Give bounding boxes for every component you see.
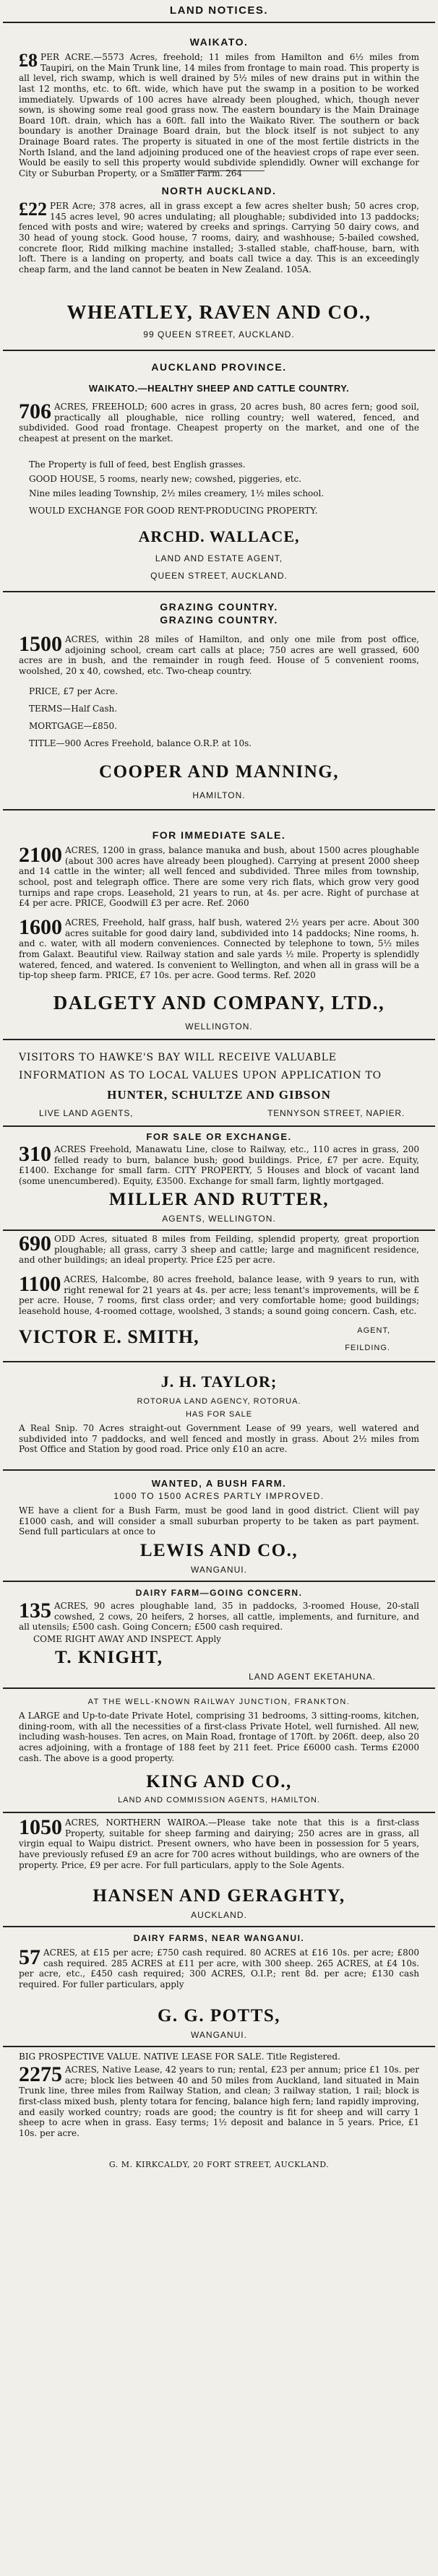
- hunter-schultze-details: [19, 1108, 419, 1118]
- north-auckland-ad: [19, 201, 419, 275]
- kirkcaldy-agent: G. M. KIRKCALDY, 20 FORT STREET, AUCKLAND.: [108, 2160, 330, 2169]
- hunter-schultze-agent: HUNTER, SCHULTZE AND GIBSON: [107, 1088, 331, 1102]
- dairy-heading: DAIRY FARM—GOING CONCERN.: [135, 1588, 303, 1598]
- wheatley-raven-address: 99 QUEEN STREET, AUCKLAND.: [143, 329, 295, 340]
- sale-exchange-body: ACRES Freehold, Manawatu Line, close to Railway, etc., 110 acres in grass, 200 felled ready to burn, balance bush; good buildings. Price, £7 per acre. Equity, £1400. Exchange for small farm. CITY PROPERTY, 5 Houses and block of vacant land (some unencumbered). Equity, £3500. Exchange for small farm, lightly mortgaged.: [19, 1144, 419, 1186]
- potts-agent: G. G. POTTS,: [157, 2006, 281, 2026]
- divider: [173, 170, 265, 171]
- wallace-address: QUEEN STREET, AUCKLAND.: [150, 571, 288, 581]
- wanganui-price: 57: [19, 1945, 40, 1969]
- divider: [3, 1687, 435, 1689]
- waikato-heading: WAIKATO.: [189, 36, 249, 48]
- native-heading: BIG PROSPECTIVE VALUE. NATIVE LEASE FOR SALE. Title Registered.: [19, 2052, 340, 2062]
- divider: [3, 1812, 435, 1813]
- immediate-sale-price: 1600: [19, 915, 62, 939]
- hansen-geraghty-agent: HANSEN AND GERAGHTY,: [93, 1886, 345, 1906]
- wanganui-heading: DAIRY FARMS, NEAR WANGANUI.: [133, 1933, 305, 1943]
- dairy-body: ACRES, 90 acres ploughable land, 35 in paddocks, 3-roomed House, 20-stall cowshed, 2 cows, 20 heifers, 2 horses, all cattle, implements, and furniture, and all utensils; £500 cash. Going Concern; £500 cash required.: [19, 1601, 419, 1633]
- frankton-heading: AT THE WELL-KNOWN RAILWAY JUNCTION, FRANKTON.: [87, 1698, 351, 1706]
- grazing-heading: GRAZING COUNTRY.: [160, 601, 278, 613]
- wheatley-raven-agent: WHEATLEY, RAVEN AND CO.,: [66, 301, 372, 323]
- wanganui-body: ACRES, at £15 per acre; £750 cash required. 80 ACRES at £16 10s. per acre; £800 cash required. 285 ACRES at £11 per acre, with 300 sheep. 265 ACRES, at £4 10s. per acre, etc., £450 cash required; 300 ACRES, O.I.P.; rent 8d. per acre; £130 cash required. For fuller particulars, apply: [19, 1948, 419, 1989]
- knight-address: LAND AGENT EKETAHUNA.: [249, 1672, 376, 1682]
- immediate-sale-heading: FOR IMMEDIATE SALE.: [152, 829, 286, 841]
- cooper-manning-agent: COOPER AND MANNING,: [99, 762, 339, 782]
- wairoa-ad: [19, 1815, 419, 1870]
- victor-smith-agent: VICTOR E. SMITH,: [19, 1326, 199, 1347]
- waikato-price: £8: [19, 50, 38, 71]
- auckland-province-price: 706: [19, 399, 51, 423]
- hansen-geraghty-address: AUCKLAND.: [191, 1910, 247, 1920]
- frankton-body: A LARGE and Up-to-date Private Hotel, comprising 31 bedrooms, 3 sitting-rooms, kitchen, dining-room, with all the necessities of a first-class Private Hotel, well furnished. All new, including wash-houses. Ten acres, on Main Road, frontage of 170ft. by 206ft. deep, also 20 acres adjoining, with a frontage of 188 feet by 211 feet. Price £6000 cash. Terms £2000 cash. The above is a good property.: [19, 1711, 419, 1763]
- native-ad: [19, 2062, 419, 2138]
- grazing-price: 1500: [19, 632, 62, 656]
- waikato-ad: [19, 52, 419, 179]
- taylor-agent: J. H. TAYLOR;: [160, 1373, 278, 1391]
- dalgety-agent: DALGETY AND COMPANY, LTD.,: [53, 992, 385, 1013]
- immediate-sale-body: ACRES, Freehold, half grass, half bush, watered 2½ years per acre. About 300 acres suitable for good dairy land, subdivided into 14 paddocks; Nine rooms, h. and c. water, with all modern conveniences. Connected by telephone to town, 5½ miles from Galaxt. Beautiful view. Railway station and sale yards ½ mile. Property is splendidly watered, fenced, and watered. Is convenient to Wellington, and when all in grass will be a tip-top sheep farm. PRICE, £7 10s. per acre. Good terms. Ref. 2020: [19, 917, 419, 981]
- divider: [3, 22, 435, 23]
- divider: [3, 1361, 435, 1362]
- divider: [3, 350, 435, 351]
- hunter-schultze-address: TENNYSON STREET, NAPIER.: [267, 1108, 405, 1118]
- grazing-ad: [19, 634, 419, 677]
- bush-farm-heading: WANTED, A BUSH FARM.: [151, 1478, 287, 1489]
- divider: [3, 809, 435, 811]
- cooper-manning-address: HAMILTON.: [192, 790, 246, 800]
- bush-farm-subheading: 1000 TO 1500 ACRES PARTLY IMPROVED.: [113, 1491, 325, 1501]
- wallace-agent-sub: LAND AND ESTATE AGENT,: [155, 553, 283, 563]
- lewis-agent: LEWIS AND CO.,: [139, 1541, 299, 1560]
- divider: [3, 1926, 435, 1927]
- north-auckland-heading: NORTH AUCKLAND.: [161, 185, 277, 196]
- dairy-price: 135: [19, 1599, 51, 1622]
- auckland-province-line: WOULD EXCHANGE FOR GOOD RENT-PRODUCING PROPERTY.: [29, 506, 318, 516]
- dairy-come: COME RIGHT AWAY AND INSPECT. Apply: [33, 1634, 221, 1644]
- auckland-province-heading: AUCKLAND PROVINCE.: [151, 361, 287, 373]
- divider: [3, 1229, 435, 1231]
- king-address: LAND AND COMMISSION AGENTS, HAMILTON.: [118, 1796, 320, 1805]
- grazing-heading: GRAZING COUNTRY.: [160, 614, 278, 626]
- immediate-sale-body: ACRES, 1200 in grass, balance manuka and bush, about 1500 acres ploughable (about 300 acres have already been ploughed). Carrying at present 2000 sheep and 14 cattle in the winter; all well fenced and subdivided. Three miles from township, school, post and telegraph office. There are some very rich flats, which grow very good turnips and rape crops. Leasehold, 21 years to run, at 4s. per acre. Right of purchase at £4 per acre. PRICE, Goodwill £3 per acre. Ref. 2060: [19, 845, 419, 909]
- auckland-province-line: The Property is full of feed, best English grasses.: [29, 459, 246, 470]
- immediate-sale-price: 2100: [19, 843, 62, 867]
- victor-smith-role: AGENT,: [357, 1326, 390, 1335]
- wairoa-price: 1050: [19, 1815, 62, 1839]
- knight-agent: T. KNIGHT,: [55, 1648, 163, 1667]
- potts-address: WANGANUI.: [191, 2030, 247, 2040]
- divider: [3, 1581, 435, 1582]
- page-title: LAND NOTICES.: [169, 4, 269, 17]
- grazing-body: ACRES, within 28 miles of Hamilton, and only one mile from post office, adjoining school, cream cart calls at place; 750 acres are well grassed, 600 acres are in bush, and the remainder in rough feed. House of 5 convenient rooms, woolshed, 20 x 40, cowshed, etc. Two-cheap country.: [19, 634, 419, 676]
- wallace-agent: ARCHD. WALLACE,: [138, 527, 300, 545]
- auckland-province-subheading: WAIKATO.—HEALTHY SHEEP AND CATTLE COUNTRY.: [88, 383, 350, 394]
- lewis-address: WANGANUI.: [191, 1565, 247, 1575]
- feilding-price: 690: [19, 1232, 51, 1255]
- hunter-schultze-role: LIVE LAND AGENTS,: [39, 1108, 134, 1118]
- bush-farm-body: WE have a client for a Bush Farm, must be good land in good district. Client will pay £1000 cash, and will consider a small suburban property to be taken as part payment. Send full particulars at once to: [19, 1505, 419, 1537]
- dalgety-address: WELLINGTON.: [185, 1021, 253, 1032]
- divider: [3, 2046, 435, 2047]
- feilding-ad: [19, 1234, 419, 1266]
- grazing-terms-line: MORTGAGE—£850.: [29, 721, 117, 731]
- north-auckland-body: PER Acre; 378 acres, all in grass except a few acres shelter bush; 50 acres crop, 145 acres level, 90 acres undulating; all ploughable; subdivided into 13 paddocks; fenced with posts and wire; watered by creeks and springs. Carrying 50 dairy cows, and 30 head of young stock. Good house, 7 rooms, dairy, and washhouse; 5-bailed cowshed, concrete floor, Ridd milking machine installed; 3-stalled stable, chaff-house, barn, with loft. There is a landing on property, and boats call twice a day. This is an exceedingly cheap farm, and the land cannot be beaten in New Zealand. 105A.: [19, 201, 419, 275]
- wairoa-body: ACRES, NORTHERN WAIROA.—Please take note that this is a first-class Property, suitable for sheep farming and dairying; 250 acres are in grass, all virgin equal to Waipu district. Present owners, who have been in possession for 5 years, have previously refused £9 an acre for 700 acres without buildings, who are owners of the property. Price, £9 per acre. For full particulars, apply to the Sole Agents.: [19, 1818, 419, 1870]
- miller-rutter-address: AGENTS, WELLINGTON.: [162, 1214, 276, 1224]
- feilding-body: ODD Acres, situated 8 miles from Feilding, splendid property, great proportion ploughable; all grass, carry 3 sheep and cattle; large and magnificent residence, and other buildings; an ideal property. Price £25 per acre.: [19, 1234, 419, 1266]
- sale-exchange-heading: FOR SALE OR EXCHANGE.: [146, 1131, 292, 1142]
- hawkes-bay-intro: VISITORS TO HAWKE'S BAY WILL RECEIVE VALUABLE INFORMATION AS TO LOCAL VALUES UPON APPLICATION TO: [19, 1052, 382, 1082]
- native-body: ACRES, Native Lease, 42 years to run; rental, £23 per annum; price £1 10s. per acre; block lies between 40 and 50 miles from Auckland, land situated in Main Trunk line, three miles from Railway Station, and clean; 3 railway station, 1 rail; block is first-class mixed bush, plenty totara for fencing, balance high fern; land rapidly improving, and easily worked country; roads are good; the country is fit for sheep and will carry 1 sheep to acre when in grass. Easy terms; 1½ deposit and balance in 5 years. Price, £1 10s. per acre.: [19, 2065, 419, 2138]
- auckland-province-ad: [19, 399, 419, 444]
- waikato-body: PER ACRE.—5573 Acres, freehold; 11 miles from Hamilton and 6½ miles from Taupiri, on the Main Trunk line, 14 miles from frontage to main road. This property is all level, rich swamp, which is well drained by 5½ miles of new drains put in within the last 12 months, etc. to 6ft. wide, which have put the swamp in a position to be worked immediately. Upwards of 100 acres have already been ploughed, which, though never sown, is showing some real good grass now. The eastern boundary is the Main Drainage Board 10ft. drain, which has a 60ft. fall into the Waikato River. The southern or back boundary is another Drainage Board drain, but the block itself is not subject to any Drainage Board rates. The property is situated in one of the most fertile districts in the North Island, and the land adjoining produced one of the heaviest crops of rape ever seen. Would be easily to sell this property would subdivide splendidly. Owner will exchange for City or Suburban Property, or a Smaller Farm. 264: [19, 52, 419, 178]
- north-auckland-price: £22: [19, 199, 47, 220]
- victor-smith-block: [19, 1326, 419, 1358]
- immediate-sale-ad: [19, 845, 419, 909]
- grazing-terms-line: TERMS—Half Cash.: [29, 704, 118, 714]
- feilding-ad: [19, 1274, 419, 1317]
- grazing-terms-line: PRICE, £7 per Acre.: [29, 686, 118, 696]
- auckland-province-line: GOOD HOUSE, 5 rooms, nearly new; cowshed, piggeries, etc.: [29, 474, 302, 484]
- divider: [3, 1469, 435, 1471]
- feilding-body: ACRES, Halcombe, 80 acres freehold, balance lease, with 9 years to run, with right renewal for 21 years at 4s. per acre; less tenant's improvements, will be £ per acre. House, 7 rooms, first class order; and very comfortable home; good buildings; leasehold house, 4-roomed cottage, woolshed, 3 stands; a sound going concern. Cash, etc.: [19, 1274, 419, 1316]
- taylor-body: A Real Snip. 70 Acres straight-out Government Lease of 99 years, well watered and subdivided into 7 paddocks, and well fenced and mostly in grass. About 2½ miles from Post Office and Station by good road. Price only £10 an acre.: [19, 1423, 419, 1455]
- dairy-ad: [19, 1601, 419, 1633]
- sale-exchange-price: 310: [19, 1142, 51, 1166]
- king-agent: KING AND CO.,: [146, 1772, 292, 1791]
- grazing-terms-line: TITLE—900 Acres Freehold, balance O.R.P. at 10s.: [29, 738, 252, 748]
- victor-smith-place: FEILDING.: [345, 1344, 390, 1352]
- divider: [3, 1125, 435, 1127]
- native-price: 2275: [19, 2062, 62, 2086]
- taylor-has-for-sale: HAS FOR SALE: [185, 1410, 253, 1419]
- divider: [3, 1039, 435, 1040]
- miller-rutter-agent: MILLER AND RUTTER,: [108, 1190, 330, 1209]
- sale-exchange-ad: [19, 1144, 419, 1187]
- auckland-province-body: ACRES, FREEHOLD; 600 acres in grass, 20 acres bush, 80 acres fern; good soil, practically all ploughable, nice rolling country; well watered, fenced, and subdivided. Good road frontage. Cheapest property on the market, and one of the cheapest at present on the market.: [19, 402, 419, 444]
- taylor-sub: ROTORUA LAND AGENCY, ROTORUA.: [137, 1397, 301, 1406]
- immediate-sale-ad: [19, 917, 419, 981]
- auckland-province-line: Nine miles leading Township, 2½ miles creamery, 1½ miles school.: [29, 488, 325, 498]
- divider: [3, 591, 435, 592]
- wanganui-ad: [19, 1945, 419, 1990]
- feilding-price: 1100: [19, 1272, 61, 1296]
